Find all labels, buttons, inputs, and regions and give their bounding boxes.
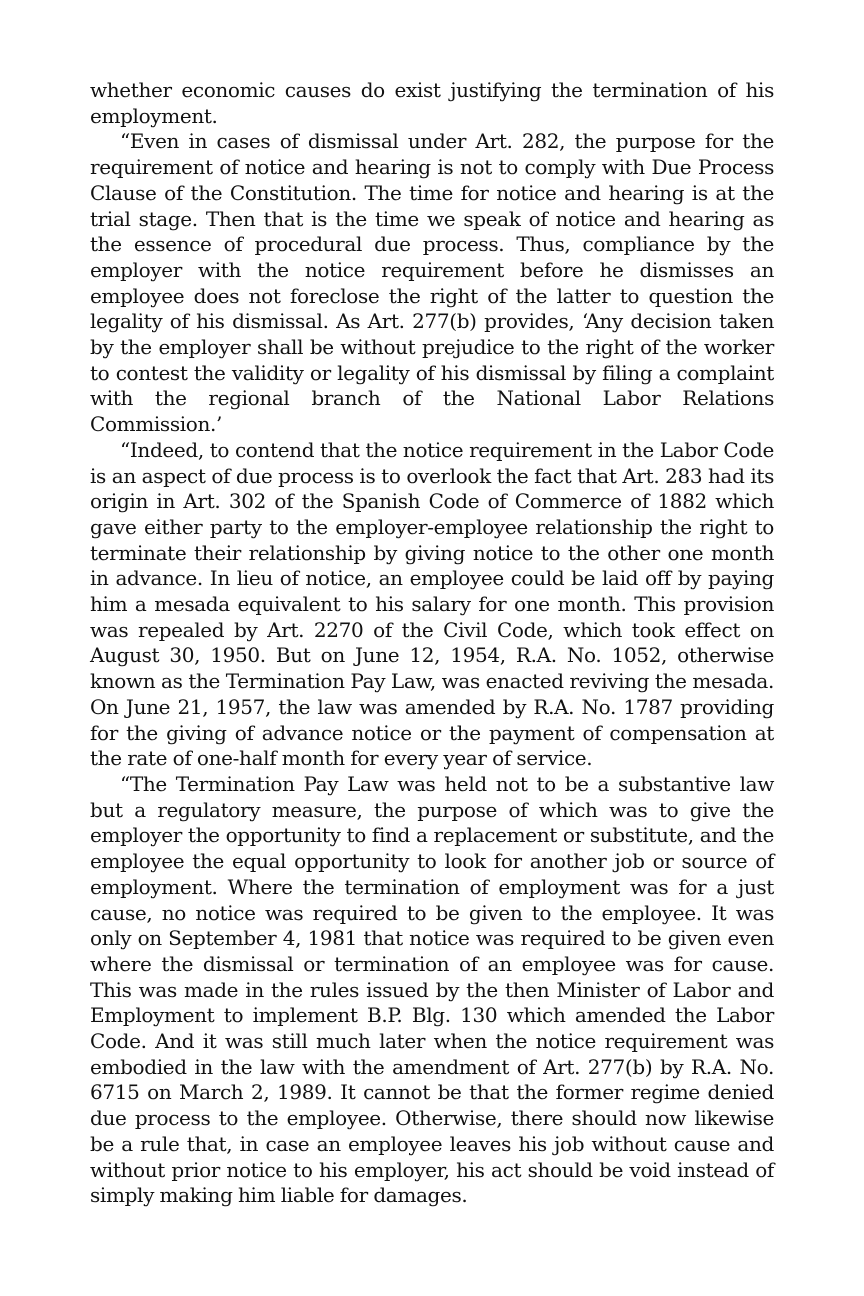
paragraph-continuation: whether economic causes do exist justifying the termination of his employment. [90,78,774,128]
document-page [90,78,774,1209]
paragraph-notice-and-hearing: “Even in cases of dismissal under Art. 282, the purpose for the requirement of notice and hearing is not to comply with Due Process Clause of the Constitution. The time for notice and hearing is at the trial stage. Then that is the time we speak of notice and hearing as the essence of procedural due process. Thus, compliance by the employer with the notice requirement before he dismisses an employee does not foreclose the right of the latter to question the legality of his dismissal. As Art. 277(b) provides, ‘Any decision taken by the employer shall be without prejudice to the right of the worker to contest the validity or legality of his dismissal by filing a complaint with the regional branch of the National Labor Relations Commission.’ [90,129,774,437]
paragraph-origin-of-notice-requirement: “Indeed, to contend that the notice requirement in the Labor Code is an aspect of due process is to overlook the fact that Art. 283 had its origin in Art. 302 of the Spanish Code of Commerce of 1882 which gave either party to the employer-employee relationship the right to terminate their relationship by giving notice to the other one month in advance. In lieu of notice, an employee could be laid off by paying him a mesada equivalent to his salary for one month. This provision was repealed by Art. 2270 of the Civil Code, which took effect on August 30, 1950. But on June 12, 1954, R.A. No. 1052, otherwise known as the Termination Pay Law, was enacted reviving the mesada. On June 21, 1957, the law was amended by R.A. No. 1787 providing for the giving of advance notice or the payment of compensation at the rate of one-half month for every year of service. [90,437,774,771]
paragraph-termination-pay-law: “The Termination Pay Law was held not to be a substantive law but a regulatory measure, the purpose of which was to give the employer the opportunity to find a replacement or substitute, and the employee the equal opportunity to look for another job or source of employment. Where the termination of employment was for a just cause, no notice was required to be given to the employee. It was only on September 4, 1981 that notice was required to be given even where the dismissal or termination of an employee was for cause. This was made in the rules issued by the then Minister of Labor and Employment to implement B.P. Blg. 130 which amended the Labor Code. And it was still much later when the notice requirement was embodied in the law with the amendment of Art. 277(b) by R.A. No. 6715 on March 2, 1989. It cannot be that the former regime denied due process to the employee. Otherwise, there should now likewise be a rule that, in case an employee leaves his job without cause and without prior notice to his employer, his act should be void instead of simply making him liable for damages. [90,771,774,1208]
